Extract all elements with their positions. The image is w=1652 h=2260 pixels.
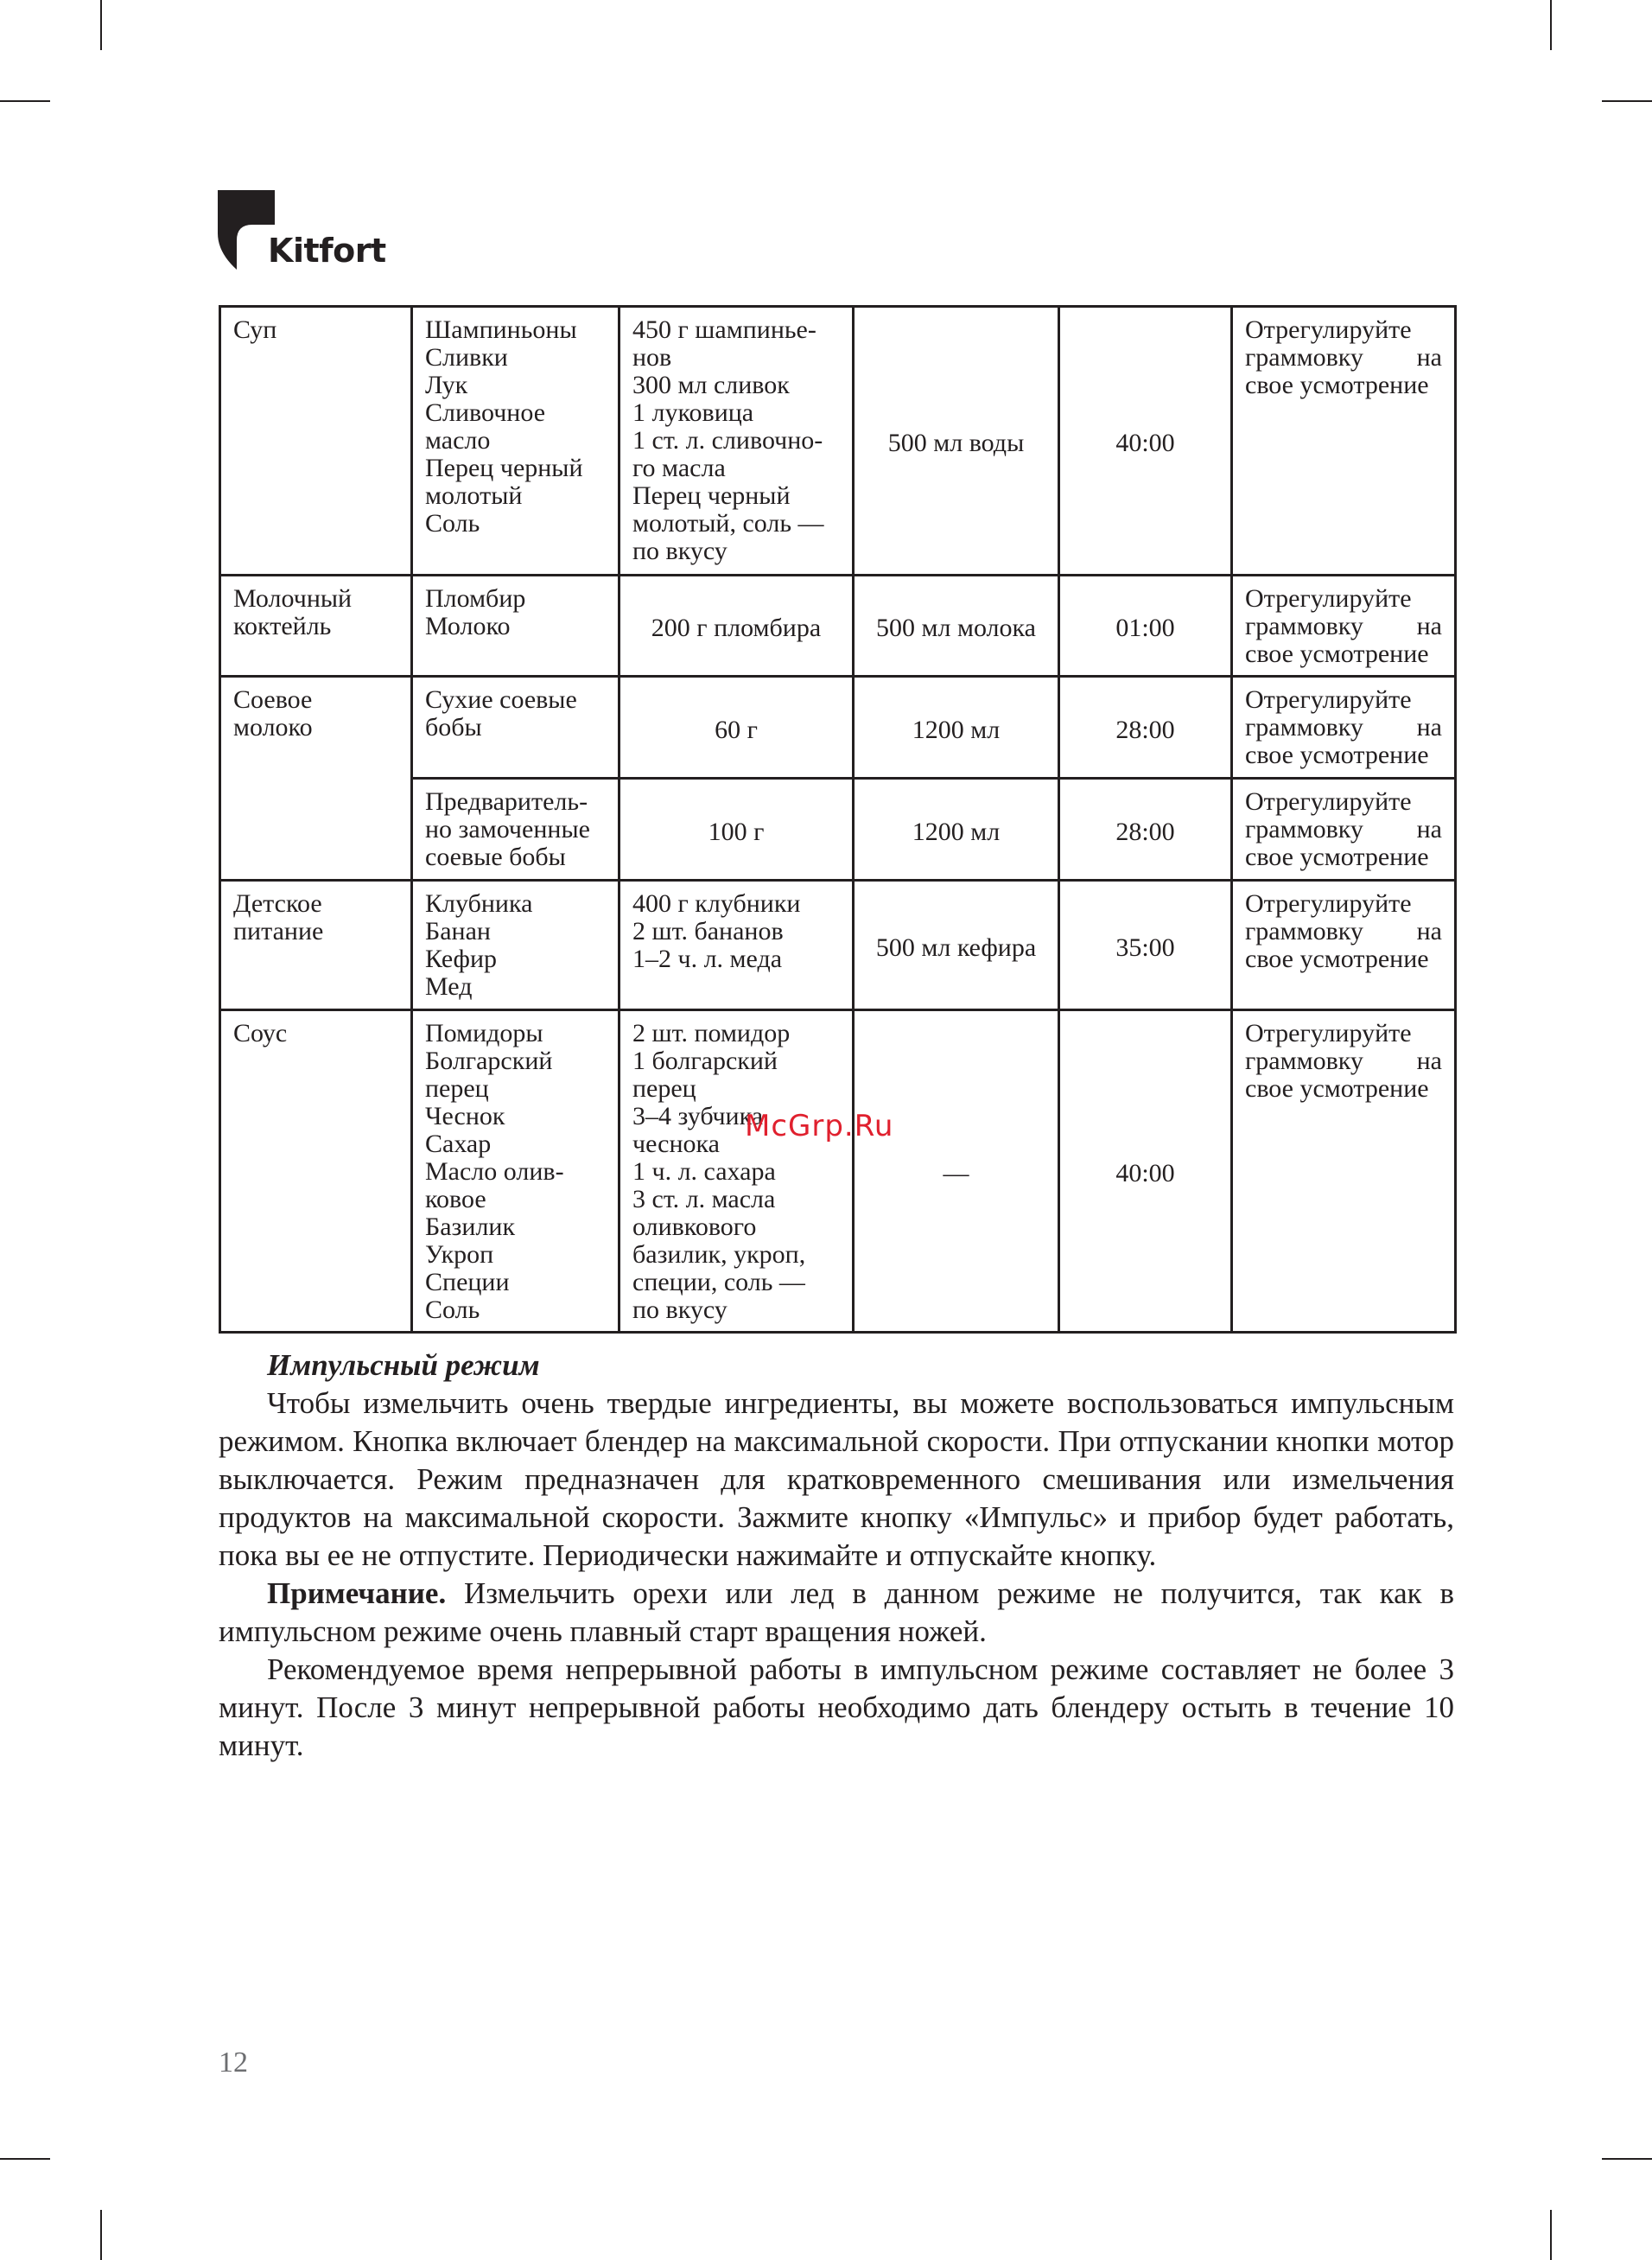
liquid-cell: — xyxy=(854,1010,1059,1333)
dish-cell: Соус xyxy=(220,1010,412,1333)
amount-cell: 450 г шампинье- нов 300 мл сливок 1 луковица 1 ст. л. сливочно- го масла Перец черный молотый, соль — по вкусу xyxy=(620,307,854,576)
crop-mark xyxy=(0,2158,50,2160)
note-cell: Отрегулируйте граммовку на свое усмотрение xyxy=(1232,779,1456,881)
section-heading: Импульсный режим xyxy=(267,1348,540,1382)
liquid-cell: 1200 мл xyxy=(854,677,1059,779)
amount-cell: 200 г пломбира xyxy=(620,576,854,677)
dish-cell: Суп xyxy=(220,307,412,576)
ingredients-cell: Шампиньоны Сливки Лук Сливочное масло Перец черный молотый Соль xyxy=(412,307,620,576)
dish-cell: Детское питание xyxy=(220,881,412,1010)
ingredients-cell: Клубника Банан Кефир Мед xyxy=(412,881,620,1010)
note-label: Примечание. xyxy=(267,1576,447,1610)
ingredients-cell: Сухие соевые бобы xyxy=(412,677,620,779)
recipe-table xyxy=(219,305,1457,1334)
table-row xyxy=(220,881,1456,1010)
amount-cell: 400 г клубники 2 шт. бананов 1–2 ч. л. меда xyxy=(620,881,854,1010)
paragraph: Чтобы измельчить очень твердые ингредиенты, вы можете воспользоваться импульсным режимом. Кнопка включает блендер на максимальной скорости. При отпускании кнопки мотор выключается. Режим предназначен для кратковременного смешивания или измельчения продуктов на максимальной скорости. Зажмите кнопку «Импульс» и прибор будет работать, пока вы ее не отпустите. Периодически нажимайте и отпускайте кнопку. xyxy=(219,1386,1454,1572)
table-row xyxy=(220,307,1456,576)
note-cell: Отрегулируйте граммовку на свое усмотрение xyxy=(1232,881,1456,1010)
liquid-cell: 1200 мл xyxy=(854,779,1059,881)
dish-cell: Молочный коктейль xyxy=(220,576,412,677)
paragraph: Рекомендуемое время непрерывной работы в импульсном режиме составляет не более 3 минут. После 3 минут непрерывной работы необходимо дать блендеру остыть в течение 10 минут. xyxy=(219,1652,1454,1762)
note-cell: Отрегулируйте граммовку на свое усмотрение xyxy=(1232,677,1456,779)
time-cell: 35:00 xyxy=(1059,881,1232,1010)
crop-mark xyxy=(100,2210,102,2260)
table-row xyxy=(220,576,1456,677)
time-cell: 40:00 xyxy=(1059,307,1232,576)
liquid-cell: 500 мл кефира xyxy=(854,881,1059,1010)
liquid-cell: 500 мл молока xyxy=(854,576,1059,677)
note-cell: Отрегулируйте граммовку на свое усмотрение xyxy=(1232,576,1456,677)
ingredients-cell: Предваритель- но замоченные соевые бобы xyxy=(412,779,620,881)
time-cell: 28:00 xyxy=(1059,677,1232,779)
amount-cell: 100 г xyxy=(620,779,854,881)
table-row xyxy=(220,1010,1456,1333)
crop-mark xyxy=(100,0,102,50)
amount-cell: 2 шт. помидор 1 болгарский перец 3–4 зубчика чеснока 1 ч. л. сахара 3 ст. л. масла оливкового базилик, укроп, специи, соль — по вкусу xyxy=(620,1010,854,1333)
watermark: McGrp.Ru xyxy=(745,1109,894,1143)
ingredients-cell: Помидоры Болгарский перец Чеснок Сахар Масло олив- ковое Базилик Укроп Специи Соль xyxy=(412,1010,620,1333)
crop-mark xyxy=(1602,2158,1652,2160)
pulse-mode-section xyxy=(219,1346,1454,1765)
ingredients-cell: Пломбир Молоко xyxy=(412,576,620,677)
brand-name: Kitfort xyxy=(268,232,386,270)
dish-cell xyxy=(220,779,412,881)
note-cell: Отрегулируйте граммовку на свое усмотрение xyxy=(1232,307,1456,576)
liquid-cell: 500 мл воды xyxy=(854,307,1059,576)
time-cell: 01:00 xyxy=(1059,576,1232,677)
crop-mark xyxy=(1602,100,1652,102)
note-cell: Отрегулируйте граммовку на свое усмотрение xyxy=(1232,1010,1456,1333)
crop-mark xyxy=(1550,0,1552,50)
table-row xyxy=(220,677,1456,779)
table-row xyxy=(220,779,1456,881)
page-number: 12 xyxy=(219,2047,248,2079)
dish-cell: Соевое молоко xyxy=(220,677,412,779)
crop-mark xyxy=(0,100,50,102)
note-text: Измельчить орехи или лед в данном режиме не получится, так как в импульсном режиме очень плавный старт вращения ножей. xyxy=(219,1576,1454,1648)
time-cell: 28:00 xyxy=(1059,779,1232,881)
time-cell: 40:00 xyxy=(1059,1010,1232,1333)
note-paragraph xyxy=(219,1575,1454,1651)
crop-mark xyxy=(1550,2210,1552,2260)
amount-cell: 60 г xyxy=(620,677,854,779)
